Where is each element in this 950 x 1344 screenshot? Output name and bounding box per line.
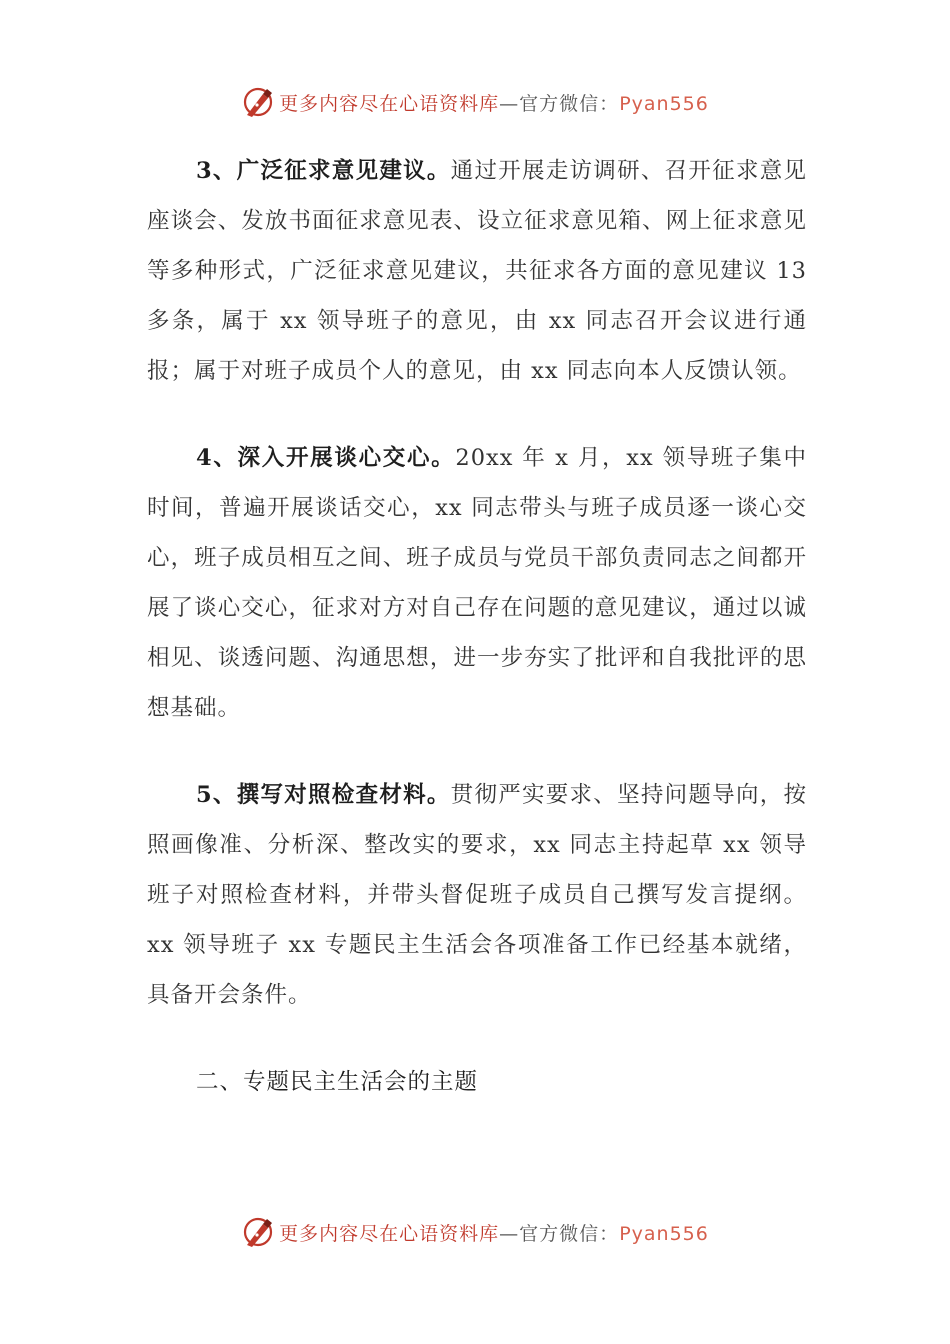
section-3-body: 通过开展走访调研、召开征求意见座谈会、发放书面征求意见表、设立征求意见箱、网上征求意见等多种形式，广泛征求意见建议，共征求各方面的意见建议 13 多条，属于 xx 领导班子的意见，由 xx 同志召开会议进行通报；属于对班子成员个人的意见，由 xx 同志向本人反馈认领。: [147, 158, 807, 384]
section-4-paragraph: [147, 433, 807, 733]
section-3-lead: 3、广泛征求意见建议。: [196, 158, 451, 184]
section-4-lead: 4、深入开展谈心交心。: [196, 445, 456, 471]
section-heading-2: 二、专题民主生活会的主题: [196, 1069, 479, 1095]
pen-logo-icon: [241, 1215, 275, 1249]
banner-text: [279, 89, 709, 116]
section-5-body: 贯彻严实要求、坚持问题导向，按照画像准、分析深、整改实的要求，xx 同志主持起草 xx 领导班子对照检查材料，并带头督促班子成员自己撰写发言提纲。xx 领导班子 xx 专题民主生活会各项准备工作已经基本就绪，具备开会条件。: [147, 782, 807, 1008]
banner-wechat-id: Pyan556: [619, 92, 709, 115]
section-5-lead: 5、撰写对照检查材料。: [196, 782, 451, 808]
banner-wechat-label: 官方微信：: [519, 92, 620, 115]
banner-main-text: 更多内容尽在心语资料库: [279, 92, 500, 115]
banner-dash: —: [499, 1222, 520, 1245]
footer-banner: [0, 1212, 950, 1252]
header-banner: [0, 82, 950, 122]
pen-logo-icon: [241, 85, 275, 119]
section-3-paragraph: [147, 146, 807, 396]
section-4-body: 20xx 年 x 月，xx 领导班子集中时间，普遍开展谈话交心，xx 同志带头与班子成员逐一谈心交心，班子成员相互之间、班子成员与党员干部负责同志之间都开展了谈心交心，征求对方对自己存在问题的意见建议，通过以诚相见、谈透问题、沟通思想，进一步夯实了批评和自我批评的思想基础。: [147, 445, 808, 721]
banner-text: [279, 1219, 709, 1246]
document-body: [147, 146, 807, 1107]
section-5-paragraph: [147, 770, 807, 1020]
banner-main-text: 更多内容尽在心语资料库: [279, 1222, 500, 1245]
banner-wechat-label: 官方微信：: [519, 1222, 620, 1245]
banner-wechat-id: Pyan556: [619, 1222, 709, 1245]
banner-dash: —: [499, 92, 520, 115]
